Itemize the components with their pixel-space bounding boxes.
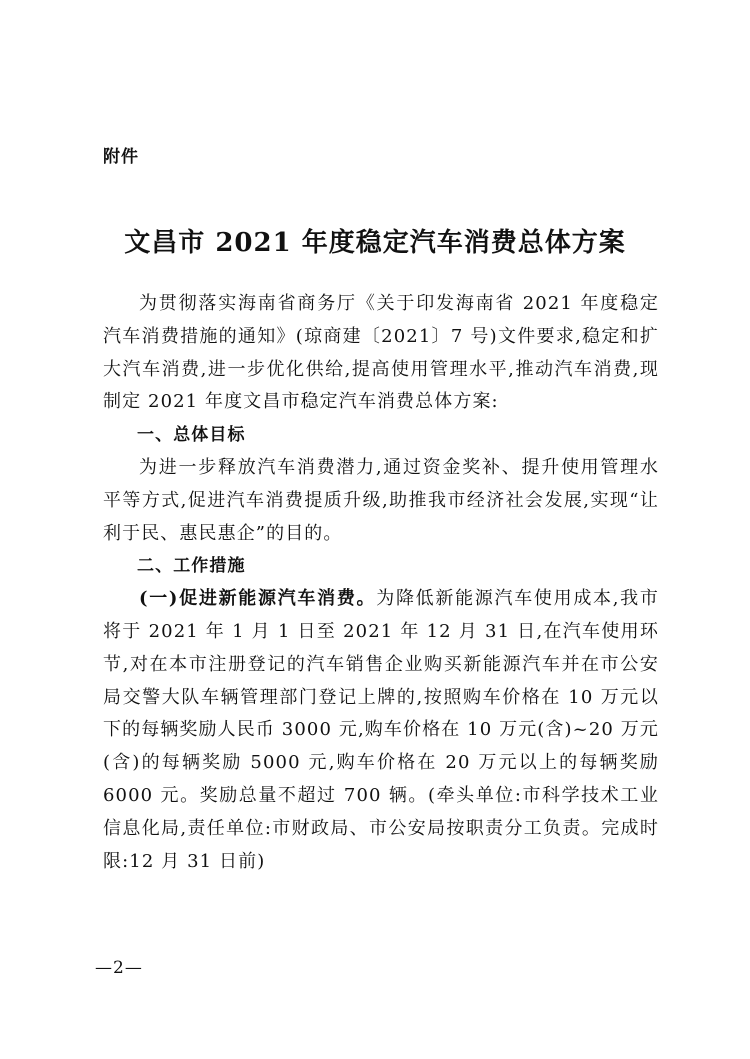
attachment-label: 附件	[103, 147, 139, 167]
document-title: 文昌市 2021 年度稳定汽车消费总体方案	[124, 228, 626, 258]
measure-1-paragraph	[103, 583, 659, 878]
intro-paragraph: 为贯彻落实海南省商务厅《关于印发海南省 2021 年度稳定汽车消费措施的通知》(琼商建〔2021〕7 号)文件要求,稳定和扩大汽车消费,进一步优化供给,提高使用管理水平,推动汽车消费,现制定 2021 年度文昌市稳定汽车消费总体方案:	[103, 293, 659, 413]
measure-1-lead: (一)促进新能源汽车消费。	[139, 588, 377, 610]
section-2-heading: 二、工作措施	[137, 556, 246, 577]
page-number: —2—	[95, 958, 143, 978]
section-1-paragraph: 为进一步释放汽车消费潜力,通过资金奖补、提升使用管理水平等方式,促进汽车消费提质升级,助推我市经济社会发展,实现“让利于民、惠民惠企”的目的。	[103, 456, 659, 544]
section-1-heading: 一、总体目标	[137, 425, 246, 446]
measure-1-body: 为降低新能源汽车使用成本,我市将于 2021 年 1 月 1 日至 2021 年 12 月 31 日,在汽车使用环节,对在本市注册登记的汽车销售企业购买新能源汽车并在市公安局交警大队车辆管理部门登记上牌的,按照购车价格在 10 万元以下的每辆奖励人民币 3000 元,购车价格在 10 万元(含)~20 万元(含)的每辆奖励 5000 元,购车价格在 20 万元以上的每辆奖励 6000 元。奖励总量不超过 700 辆。(牵头单位:市科学技术工业信息化局,责任单位:市财政局、市公安局按职责分工负责。完成时限:12 月 31 日前)	[103, 588, 659, 872]
document-body	[103, 288, 659, 878]
